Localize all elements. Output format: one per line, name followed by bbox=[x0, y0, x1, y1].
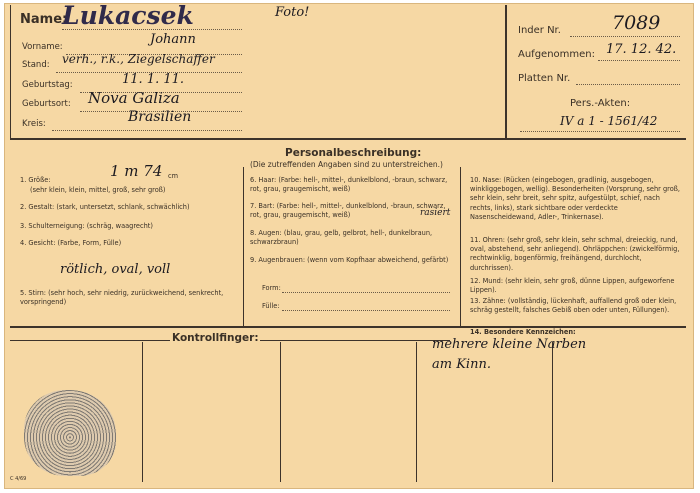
platten-dots bbox=[576, 84, 680, 85]
akten-dots bbox=[520, 131, 680, 132]
header-col-divider bbox=[505, 5, 507, 138]
foto-note: Foto! bbox=[275, 5, 310, 20]
akten-label: Pers.-Akten: bbox=[570, 98, 631, 109]
haar: 6. Haar: (Farbe: hell-, mittel-, dunkelblond, -braun, schwarz, rot, grau, graugemischt, weiß) bbox=[250, 176, 448, 194]
schulter: 3. Schulterneigung: (schräg, waagrecht) bbox=[20, 222, 153, 230]
kennzeichen-label: 14. Besondere Kennzeichen: bbox=[470, 328, 576, 336]
finger-box-2 bbox=[280, 342, 281, 482]
lower-section-divider bbox=[10, 326, 686, 328]
personal-subtitle: (Die zutreffenden Angaben sind zu unterstreichen.) bbox=[250, 160, 443, 169]
name-dots bbox=[62, 29, 242, 30]
vorname-value: Johann bbox=[150, 32, 196, 47]
fingerprint-image bbox=[24, 390, 116, 476]
mid-col-divider-2 bbox=[460, 167, 461, 327]
gesicht: 4. Gesicht: (Farbe, Form, Fülle) bbox=[20, 239, 122, 247]
stirn: 5. Stirn: (sehr hoch, sehr niedrig, zurückweichend, senkrecht, vorspringend) bbox=[20, 289, 224, 307]
vorname-label: Vorname: bbox=[22, 42, 63, 52]
print-code: C 4/69 bbox=[10, 476, 27, 482]
ohren: 11. Ohren: (sehr groß, sehr klein, sehr schmal, dreieckig, rund, oval, abstehend, sehr anliegend). Ohrläppchen: (zwickelförmig, rechtwinklig, bogenförmig, freihängend, durchlocht, durchrissen). bbox=[470, 236, 680, 272]
zaehne: 13. Zähne: (vollständig, lückenhaft, auffallend groß oder klein, schräg gestellt, falsches Gebiß oben oder unten, Füllungen). bbox=[470, 297, 677, 315]
fuelle-label: Fülle: bbox=[262, 302, 280, 310]
kontroll-title: Kontrollfinger: bbox=[172, 332, 259, 344]
name-label: Name: bbox=[20, 12, 68, 27]
finger-box-4 bbox=[552, 342, 553, 482]
kontroll-line-right bbox=[260, 340, 450, 341]
kreis-dots bbox=[52, 130, 242, 131]
personal-title: Personalbeschreibung: bbox=[285, 147, 422, 159]
aufgenommen-dots bbox=[598, 60, 680, 61]
aufgenommen-value: 17. 12. 42. bbox=[606, 42, 677, 57]
kennzeichen-value-2: am Kinn. bbox=[432, 357, 491, 372]
stand-value: verh., r.k., Ziegelschaffer bbox=[62, 52, 215, 66]
kontroll-line-left bbox=[10, 340, 170, 341]
inder-label: Inder Nr. bbox=[518, 25, 561, 36]
geburtstag-label: Geburtstag: bbox=[22, 80, 73, 90]
finger-box-1 bbox=[142, 342, 143, 482]
inder-value: 7089 bbox=[612, 12, 661, 34]
left-border bbox=[10, 5, 11, 139]
top-section-divider bbox=[10, 138, 686, 140]
kreis-label: Kreis: bbox=[22, 119, 46, 129]
gestalt: 2. Gestalt: (stark, untersetzt, schlank, schwächlich) bbox=[20, 203, 190, 211]
kennzeichen-value-1: mehrere kleine Narben bbox=[432, 337, 587, 352]
augen: 8. Augen: (blau, grau, gelb, gelbrot, hell-, dunkelbraun, schwarzbraun) bbox=[250, 229, 433, 247]
fuelle-dots bbox=[282, 310, 450, 311]
brauen: 9. Augenbrauen: (wenn vom Kopfhaar abweichend, gefärbt) bbox=[250, 256, 449, 264]
groesse-unit: cm bbox=[168, 172, 179, 180]
groesse-label: 1. Größe: bbox=[20, 176, 51, 184]
geburtsort-label: Geburtsort: bbox=[22, 99, 71, 109]
kreis-value: Brasilien bbox=[128, 109, 192, 125]
aufgenommen-label: Aufgenommen: bbox=[518, 49, 595, 60]
platten-label: Platten Nr. bbox=[518, 73, 571, 84]
form-dots bbox=[282, 292, 450, 293]
name-value: Lukacsek bbox=[62, 1, 194, 30]
geburtstag-value: 11. 1. 11. bbox=[122, 72, 185, 87]
akten-value: IV a 1 - 1561/42 bbox=[560, 114, 658, 128]
gesicht-value: rötlich, oval, voll bbox=[60, 262, 171, 277]
mund: 12. Mund: (sehr klein, sehr groß, dünne Lippen, aufgeworfene Lippen). bbox=[470, 277, 675, 295]
groesse-value: 1 m 74 bbox=[110, 162, 163, 180]
bart: 7. Bart: (Farbe: hell-, mittel-, dunkelblond, -braun, schwarz, rot, grau, graugemischt, weiß) bbox=[250, 202, 446, 220]
nase: 10. Nase: (Rücken (eingebogen, gradlinig, ausgebogen, winkliggebogen, wellig). Besonderheiten (Vorsprung, sehr groß, sehr klein, sehr breit, sehr spitz, aufgestülpt, schief, nach rechts, links), stark sichtbare oder verdeckte Nasenscheidewand, Adler-, Trinkernase). bbox=[470, 176, 680, 221]
stand-label: Stand: bbox=[22, 60, 50, 70]
finger-box-3 bbox=[416, 342, 417, 482]
form-label: Form: bbox=[262, 284, 281, 292]
geburtsort-value: Nova Galiza bbox=[88, 89, 180, 107]
inder-dots bbox=[570, 36, 680, 37]
bart-note: rasiert bbox=[420, 208, 451, 218]
mid-col-divider-1 bbox=[243, 167, 244, 327]
groesse-options: (sehr klein, klein, mittel, groß, sehr groß) bbox=[30, 186, 166, 194]
